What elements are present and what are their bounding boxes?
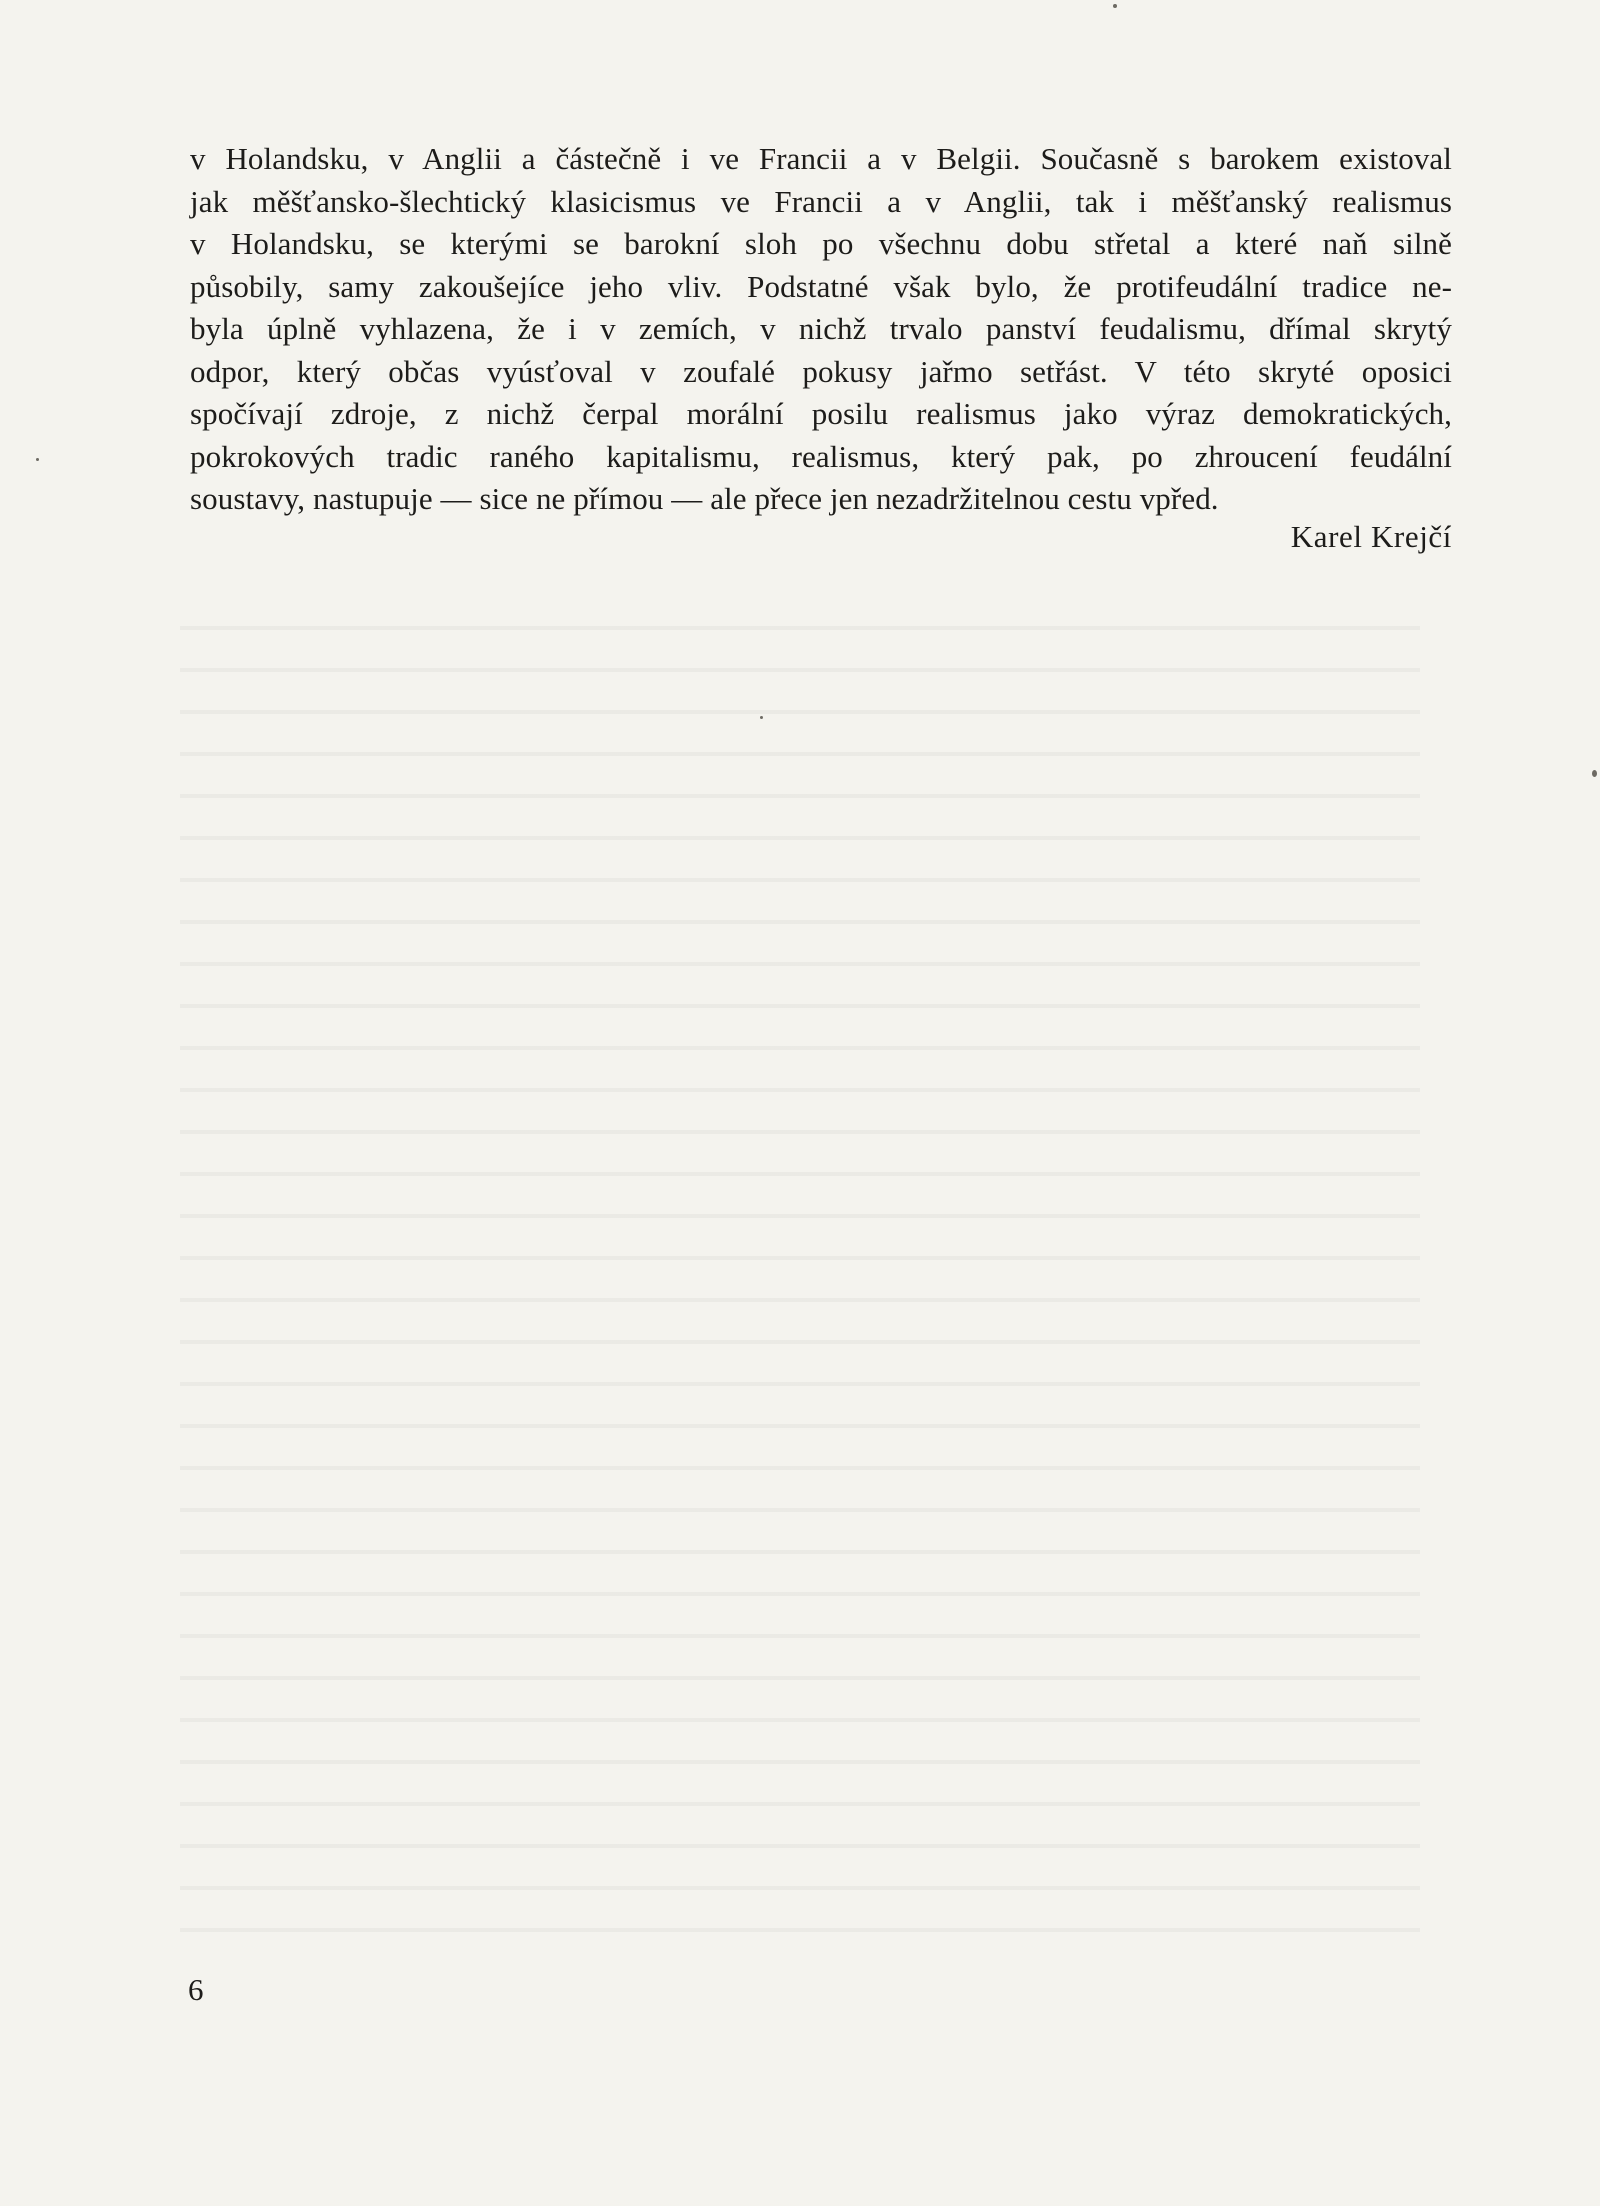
paragraph-line: pokrokových tradic raného kapitalismu, realismus, který pak, po zhroucení feudální <box>190 438 1452 474</box>
show-through-texture <box>180 600 1420 1940</box>
body-paragraph <box>190 138 1452 521</box>
paper-speck <box>1113 4 1117 8</box>
paragraph-line: jak měšťansko-šlechtický klasicismus ve Francii a v Anglii, tak i měšťanský realismus <box>190 183 1452 219</box>
paper-speck <box>760 716 763 719</box>
paragraph-line: soustavy, nastupuje — sice ne přímou — ale přece jen nezadržitelnou cestu vpřed. <box>190 481 1219 516</box>
author-signature: Karel Krejčí <box>1290 519 1452 554</box>
paragraph-line: v Holandsku, se kterými se barokní sloh po všechnu dobu střetal a které naň silně <box>190 226 1452 261</box>
paper-speck <box>36 458 39 461</box>
paper-speck <box>1592 770 1597 777</box>
page-number: 6 <box>188 1972 204 2007</box>
paragraph-line: spočívají zdroje, z nichž čerpal morální posilu realismus jako výraz demokratických, <box>190 396 1452 431</box>
paragraph-line: odpor, který občas vyúsťoval v zoufalé pokusy jařmo setřást. V této skryté oposici <box>190 353 1452 389</box>
paragraph-line: působily, samy zakoušejíce jeho vliv. Podstatné však bylo, že protifeudální tradice ne- <box>190 268 1452 304</box>
paragraph-line: v Holandsku, v Anglii a částečně i ve Francii a v Belgii. Současně s barokem existoval <box>190 141 1452 176</box>
paragraph-line: byla úplně vyhlazena, že i v zemích, v nichž trvalo panství feudalismu, dřímal skrytý <box>190 311 1452 346</box>
